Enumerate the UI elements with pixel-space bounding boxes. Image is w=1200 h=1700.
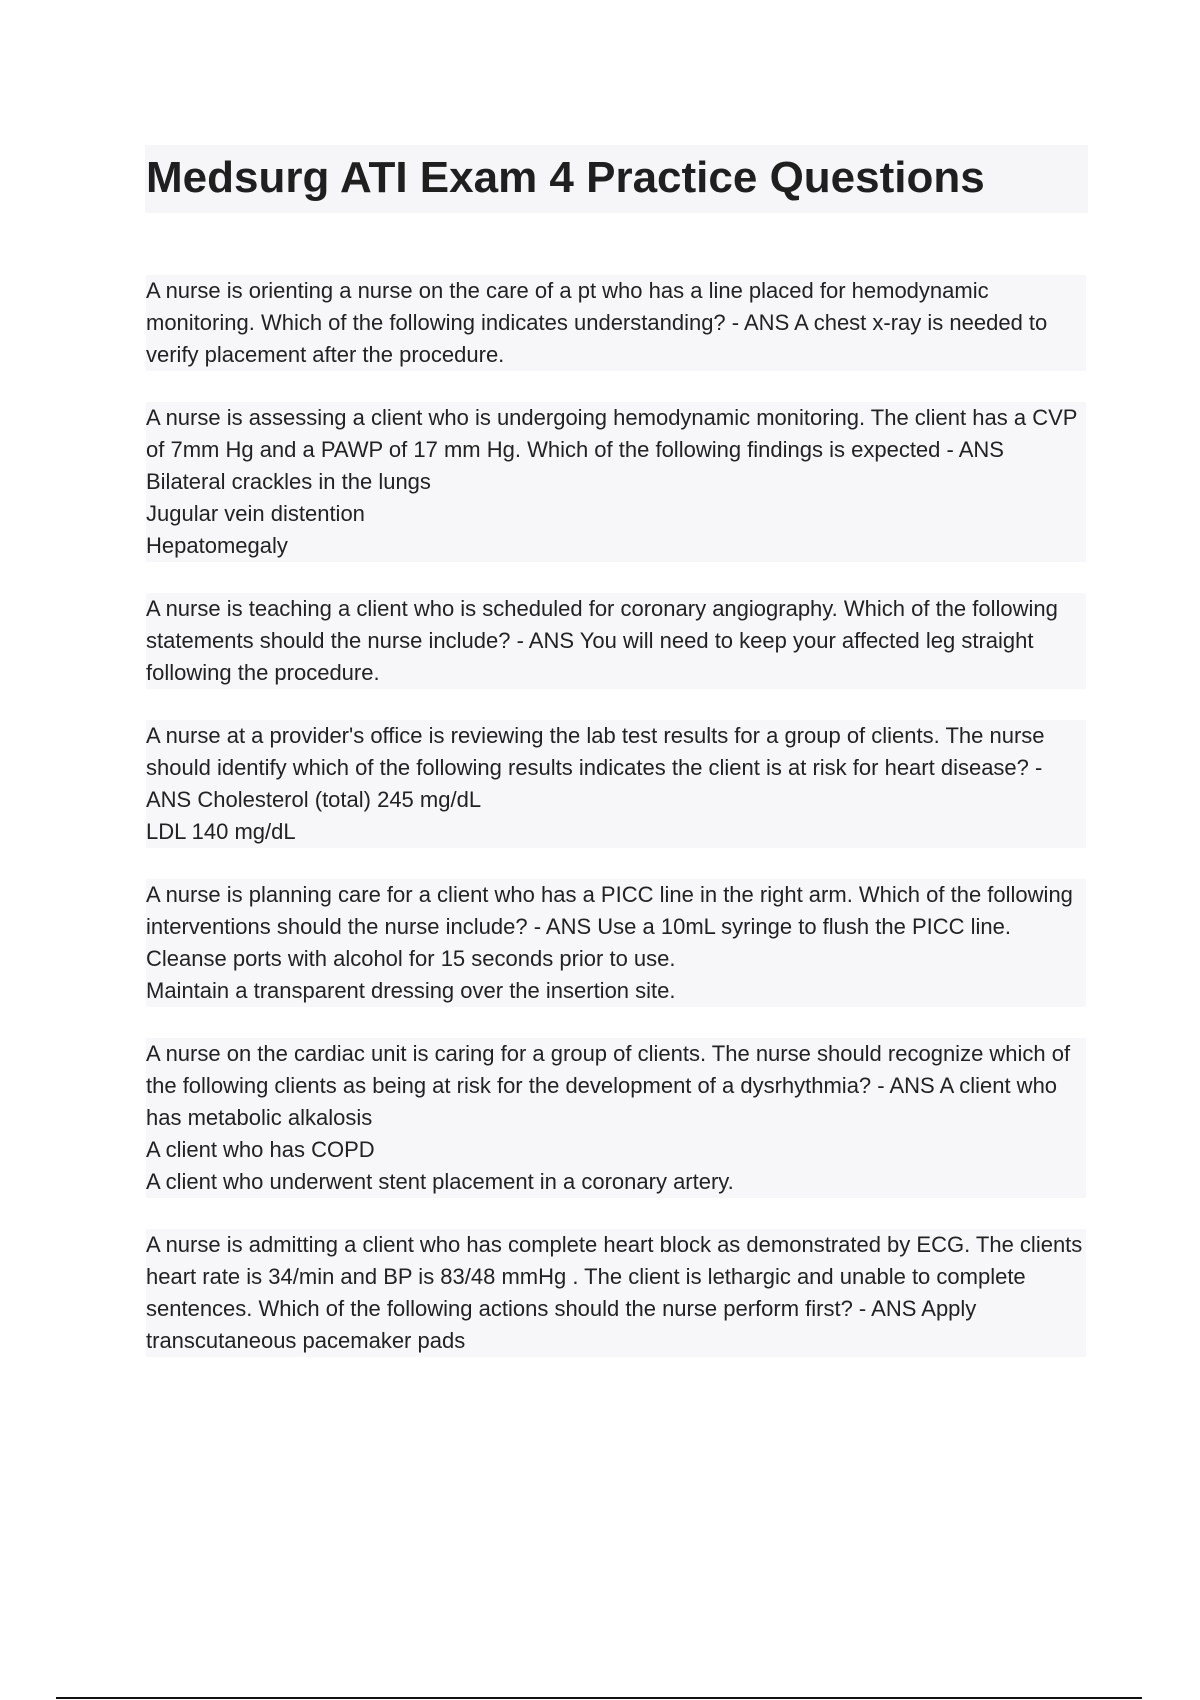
footer-divider — [56, 1697, 1142, 1699]
answer-line: Maintain a transparent dressing over the insertion site. — [146, 978, 676, 1003]
question-block — [146, 1229, 1086, 1357]
question-block — [146, 879, 1086, 1007]
answer-line: Cleanse ports with alcohol for 15 seconds prior to use. — [146, 946, 676, 971]
question-text: A nurse is orienting a nurse on the care of a pt who has a line placed for hemodynamic monitoring. Which of the following indicates understanding? - ANS A chest x-ray is needed to verify placement after the procedure. — [146, 278, 1048, 367]
question-text: A nurse is assessing a client who is undergoing hemodynamic monitoring. The client has a CVP of 7mm Hg and a PAWP of 17 mm Hg. Which of the following findings is expected - ANS Bilateral crackles in the lungs — [146, 405, 1078, 494]
question-text: A nurse is teaching a client who is scheduled for coronary angiography. Which of the following statements should the nurse include? - ANS You will need to keep your affected leg straight following the procedure. — [146, 596, 1058, 685]
answer-line: Hepatomegaly — [146, 533, 288, 558]
answer-line: A client who has COPD — [146, 1137, 375, 1162]
question-block — [146, 593, 1086, 689]
answer-line: A client who underwent stent placement in a coronary artery. — [146, 1169, 734, 1194]
question-text: A nurse is planning care for a client who has a PICC line in the right arm. Which of the following interventions should the nurse include? - ANS Use a 10mL syringe to flush the PICC line. — [146, 882, 1073, 939]
question-block — [146, 402, 1086, 562]
answer-line: LDL 140 mg/dL — [146, 819, 296, 844]
question-block — [146, 720, 1086, 848]
questions-list — [146, 275, 1086, 1388]
question-text: A nurse on the cardiac unit is caring for a group of clients. The nurse should recognize which of the following clients as being at risk for the development of a dysrhythmia? - ANS A client who has metabolic alkalosis — [146, 1041, 1071, 1130]
question-block — [146, 275, 1086, 371]
question-text: A nurse is admitting a client who has complete heart block as demonstrated by ECG. The clients heart rate is 34/min and BP is 83/48 mmHg . The client is lethargic and unable to complete sentences. Which of the following actions should the nurse perform first? - ANS Apply transcutaneous pacemaker pads — [146, 1232, 1083, 1353]
question-block — [146, 1038, 1086, 1198]
question-text: A nurse at a provider's office is reviewing the lab test results for a group of clients. The nurse should identify which of the following results indicates the client is at risk for heart disease? - ANS Cholesterol (total) 245 mg/dL — [146, 723, 1045, 812]
answer-line: Jugular vein distention — [146, 501, 365, 526]
page-title: Medsurg ATI Exam 4 Practice Questions — [146, 153, 985, 202]
